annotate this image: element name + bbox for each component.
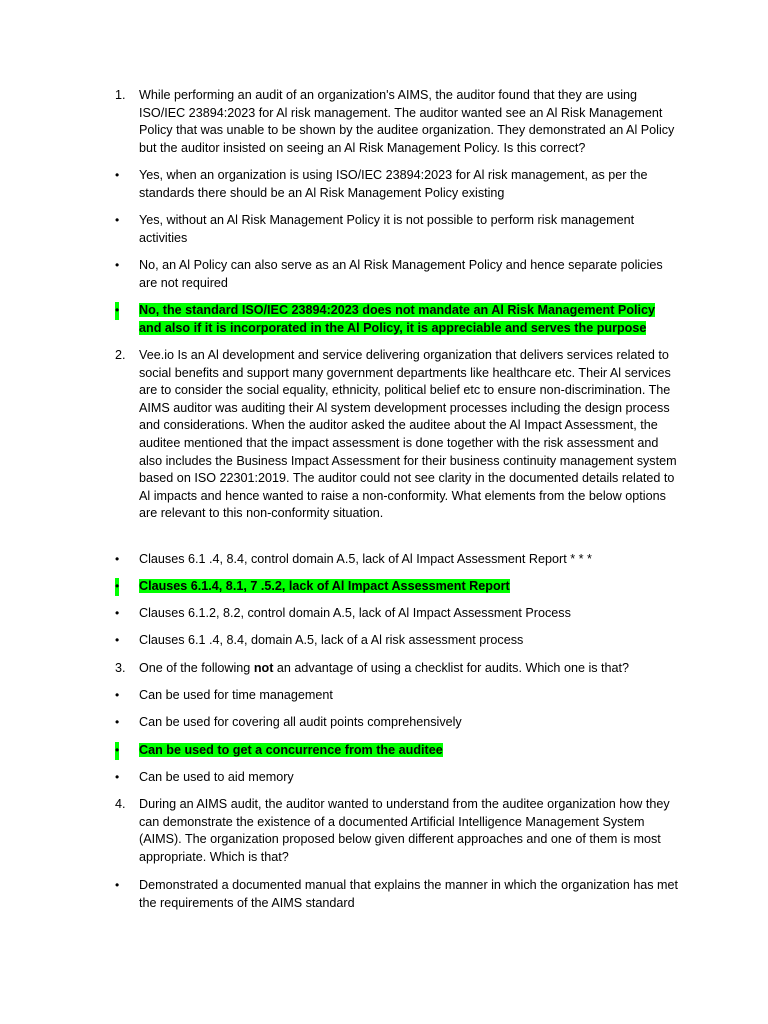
option-text: Yes, without an Al Risk Management Policy it is not possible to perform risk management activities [139,213,635,245]
option-text-highlighted: Clauses 6.1.4, 8.1, 7 .5.2, lack of Al Impact Assessment Report [139,579,510,593]
option-1a [115,167,679,202]
bullet-icon: • [115,878,120,892]
option-3a [115,687,679,705]
option-3b [115,714,679,732]
option-2d [115,632,679,650]
bullet-icon: • [115,770,120,784]
option-text: Can be used for covering all audit points comprehensively [139,715,462,729]
question-text-bold: not [253,661,274,675]
option-text: Clauses 6.1.2, 8.2, control domain A.5, lack of Al Impact Assessment Process [139,606,571,620]
option-text: Demonstrated a documented manual that explains the manner in which the organization has met the requirements of the AIMS standard [139,878,679,910]
question-text: Vee.io Is an Al development and service delivering organization that delivers services related to social benefits and support many government departments like healthcare etc. Their Al services are to consider the social equality, ethnicity, political belief etc to ensure non-discrimination. The AIMS auditor was auditing their Al system development processes including the design process and considerations. When the auditor asked the auditee about the Al Impact Assessment, the auditee mentioned that the impact assessment is done together with the risk assessment and also includes the Business Impact Assessment for their business continuity management system based on ISO 22301:2019. The auditor could not see clarity in the documented details related to Al impacts and hence wanted to raise a non-conformity. What elements from the below options are relevant to this non-conformity situation. [139,348,677,521]
option-4a [115,877,679,912]
option-2a [115,551,679,569]
option-text: Clauses 6.1 .4, 8.4, domain A.5, lack of a Al risk assessment process [139,633,524,647]
bullet-icon: • [115,578,119,596]
question-text: While performing an audit of an organization's AIMS, the auditor found that they are using ISO/IEC 23894:2023 for Al risk management. The auditor wanted see an Al Risk Management Policy that was unable to be shown by the auditee organization. They demonstrated an Al Policy but the auditor insisted on seeing an Al Risk Management Policy. Is this correct? [139,88,675,155]
option-3d [115,769,679,787]
option-text: No, an Al Policy can also serve as an Al Risk Management Policy and hence separate policies are not required [139,258,663,290]
option-text: Can be used to aid memory [139,770,294,784]
question-number: 3. [115,661,126,675]
bullet-icon: • [115,715,120,729]
option-text: Clauses 6.1 .4, 8.4, control domain A.5, lack of Al Impact Assessment Report * * * [139,552,592,566]
option-text-highlighted: Can be used to get a concurrence from the auditee [139,743,443,757]
bullet-icon: • [115,168,120,182]
option-2c [115,605,679,623]
bullet-icon: • [115,552,120,566]
question-number: 1. [115,88,126,102]
bullet-icon: • [115,633,120,647]
question-number: 4. [115,797,126,811]
question-number: 2. [115,348,126,362]
option-text-highlighted: No, the standard ISO/IEC 23894:2023 does not mandate an Al Risk Management Policy and also if it is incorporated in the Al Policy, it is appreciable and serves the purpose [139,303,656,335]
bullet-icon: • [115,213,120,227]
question-text-part: One of the following [139,661,254,675]
bullet-icon: • [115,688,120,702]
bullet-icon: • [115,742,119,760]
question-4 [115,796,679,866]
question-text: During an AIMS audit, the auditor wanted to understand from the auditee organization how they can demonstrate the existence of a documented Artificial Intelligence Management System (AIMS). The organization proposed below given different approaches and one of them is most appropriate. Which is that? [139,797,670,864]
option-text: Yes, when an organization is using ISO/IEC 23894:2023 for Al risk management, as per the standards there should be an Al Risk Management Policy existing [139,168,648,200]
bullet-icon: • [115,606,120,620]
question-text-part: an advantage of using a checklist for audits. Which one is that? [273,661,630,675]
question-1 [115,87,679,157]
bullet-icon: • [115,302,119,320]
option-3c-correct [115,742,679,760]
option-2b-correct [115,578,679,596]
option-text: Can be used for time management [139,688,333,702]
question-2 [115,347,679,523]
option-1b [115,212,679,247]
option-1c [115,257,679,292]
bullet-icon: • [115,258,120,272]
option-1d-correct [115,302,679,337]
question-3 [115,660,679,678]
